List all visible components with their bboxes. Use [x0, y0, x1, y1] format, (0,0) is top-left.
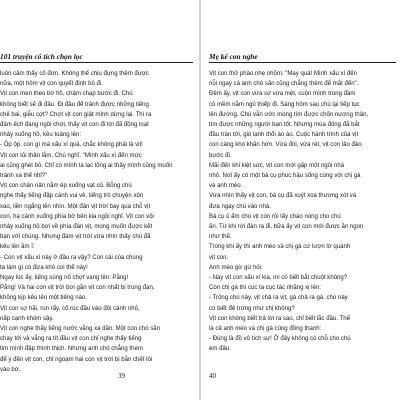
left-page	[0, 0, 199, 400]
left-line: ta làm gì có đứa khó coi thế này!	[0, 264, 88, 271]
left-line: không kịp kêu lên một tiếng nào.	[0, 295, 88, 302]
right-line: bước đi.	[209, 152, 232, 159]
right-line: Vịt con không biết trả lời ra sao, chỉ biết lắc đầu. Thế	[209, 315, 350, 322]
right-line: Vừa nhìn thấy vịt con, bà cụ đã xuýt xoa thương xót và	[209, 193, 357, 200]
left-line: luôn cảm thấy cô đơn. Không thể chịu đựng thêm được	[0, 71, 149, 77]
right-line: nỗi ngay cả anh chó săn cũng chẳng thèm để mắt đến".	[209, 81, 359, 88]
right-line: Đêm ấy, vịt con vừa sợ vừa mệt, cuộn mình trong đám	[209, 91, 356, 98]
left-line: nghe thấy tiếng đập cánh vui vẻ, tiếng trò chuyện xôn	[0, 193, 144, 200]
left-line: nhảy xuống hồ bơi về phía đàn vịt, mong muốn được kết	[0, 224, 153, 231]
left-line: Vịt con nghe thấy tiếng nước vắng xa dần. Một con chó săn	[0, 326, 160, 333]
right-line: Còn chị gà thì cục ta cục tác nhặng xị lên:	[209, 285, 321, 292]
left-page-number: 39	[118, 372, 125, 380]
left-line: không biết sẽ đi đâu. Đi đâu để tránh được những tiếng	[0, 101, 149, 108]
right-line: Vịt con thở phào nhẹ nhõm: "May quá! Mình xấu xí đến	[209, 71, 357, 77]
right-line: - Này vịt con xấu xí kia, mi có biết bắt chuột không?	[209, 275, 348, 282]
left-line: - Con vịt xấu xí này ở đâu ra vậy? Con cái của chúng	[0, 254, 143, 261]
left-line: để ý đến vịt con, chỉ ngoạm hai con vịt trời bị bắn chết lôi	[0, 356, 153, 363]
right-line: và anh mèo.	[209, 183, 243, 190]
right-line: Trong khi ấy thì anh mèo và chị gà cứ lượn lờ quanh	[209, 244, 351, 251]
left-line: tim mình đập thình thịch. Nhưng anh chó chẳng thèm	[0, 346, 143, 353]
left-line: vào bờ.	[0, 366, 21, 373]
right-line: đưa ngay chú vào nhà.	[209, 203, 271, 210]
right-line: như thế.	[209, 234, 232, 241]
right-line: đầu tràn tới, gió lạnh thổi ào ào. Cuộc hành trình của vịt	[209, 132, 359, 139]
left-header-rule	[0, 62, 193, 63]
left-line: bạn với chúng. Nhưng đám vịt trời vừa nhìn thấy chú đã	[0, 234, 151, 241]
left-line: ai cũng ghét bỏ. Chỉ có mình ta lạc lõng ai thấy mình cũng muốn	[0, 162, 173, 169]
right-page	[201, 0, 400, 400]
right-running-head: Mẹ kể con nghe	[209, 52, 258, 61]
right-page-number: 40	[209, 372, 216, 380]
left-line: nữa, một hôm vịt con quyết định bỏ đi.	[0, 81, 103, 88]
left-running-head: 101 truyện cổ tích chọn lọc	[0, 52, 83, 61]
right-line: vịt con.	[209, 254, 229, 261]
right-line: con càng khó khăn hơn. Vừa đói, vừa rét, vịt con lảo đảo	[209, 142, 362, 149]
left-line: kêu lên ầm ĩ:	[0, 244, 35, 251]
left-line: Vịt con sợ hãi, run rẩy, cố rúc đầu vào đôi cánh nhỏ,	[0, 305, 140, 312]
right-line: nhỏ. Nơi ấy có một bà cụ phúc hậu sống cùng với chị gà	[209, 173, 361, 180]
right-line: Mãi đến khi kiệt sức, vịt con mới gặp một ngôi nhà	[209, 162, 345, 169]
left-line: Ngay lúc ấy, tiếng súng nổ chợt vang lên: Pằng!	[0, 275, 129, 282]
right-line: Anh mèo gừ gừ hỏi:	[209, 264, 263, 271]
right-line: tìm được những người bạn tốt. Nhưng mùa đông đã bắt	[209, 122, 360, 129]
left-line: nấp cạnh khóm sậy.	[0, 315, 54, 322]
left-line: nhảy xuống hồ, kêu toáng lên:	[0, 132, 82, 139]
right-line: - Đúng là đồ vô tích sự! Ở đây không có chỗ cho chú	[209, 336, 351, 343]
right-header-rule	[209, 62, 396, 63]
right-line: Bà cụ ủ ấm cho vịt con rồi lấy cháo nóng cho chú	[209, 213, 341, 220]
left-line: Vịt con men theo bờ hồ, chậm chạp bước đi. Chú	[0, 91, 133, 98]
left-line: đám ếch đang ngồi chơi, thấy vịt con đi tới đã đồng loạt	[0, 122, 149, 129]
right-body-text	[209, 69, 396, 355]
right-line: là cả anh mèo và chị gà cùng đồng thanh:	[209, 326, 322, 333]
right-line: có biết đẻ trứng như chị không?	[209, 305, 295, 312]
left-body-text	[0, 69, 193, 375]
right-line: ăn. Từ khi rời đàn ra đi, bữa ấy vịt con mới được ăn ngon	[209, 224, 364, 231]
left-line: tránh xa thế nhỉ?"	[0, 173, 48, 180]
left-line: Vịt con chán nản nằm ép xuống vạt cỏ. Bỗng chú	[0, 183, 132, 190]
left-line: con, hạ cánh xuống phía bờ bên kia ngồi nghỉ. Vịt con vội	[0, 213, 154, 220]
left-line: chê bai, giễu cợt? Chợt vịt con giật mình dừng lại. Thì ra	[0, 111, 152, 118]
left-line: xao, liền ngẩng lên nhìn. Một đàn vịt trời bay qua chỗ vịt	[0, 203, 151, 210]
left-line: - Ộp ộp, con gì mà xấu xí quá, chắc không phải là vịt!	[0, 142, 143, 149]
right-line: em đâu.	[209, 346, 231, 353]
right-line: cỏ mềm nằm ngủ thiếp đi. Sáng hôm sau chú lại tiếp tục	[209, 101, 360, 108]
left-line: Pằng! Và hai con vịt trời bơi gần vịt con nhất bị trúng đạn,	[0, 285, 155, 292]
left-line: Vịt con tủi thân lắm. Chú nghĩ: "Mình xấu xí đến mức	[0, 152, 142, 159]
left-line: chạy tới và vắng ra tít đầu vịt con chỉ nghe thấy tiếng	[0, 336, 142, 343]
right-line: - Trông chú này, vịt chả ra vịt, gà chả ra gà, chú này	[209, 295, 348, 302]
right-line: lên đường. Chú vẫn ước mong tìm được chốn nương thân,	[209, 111, 369, 118]
